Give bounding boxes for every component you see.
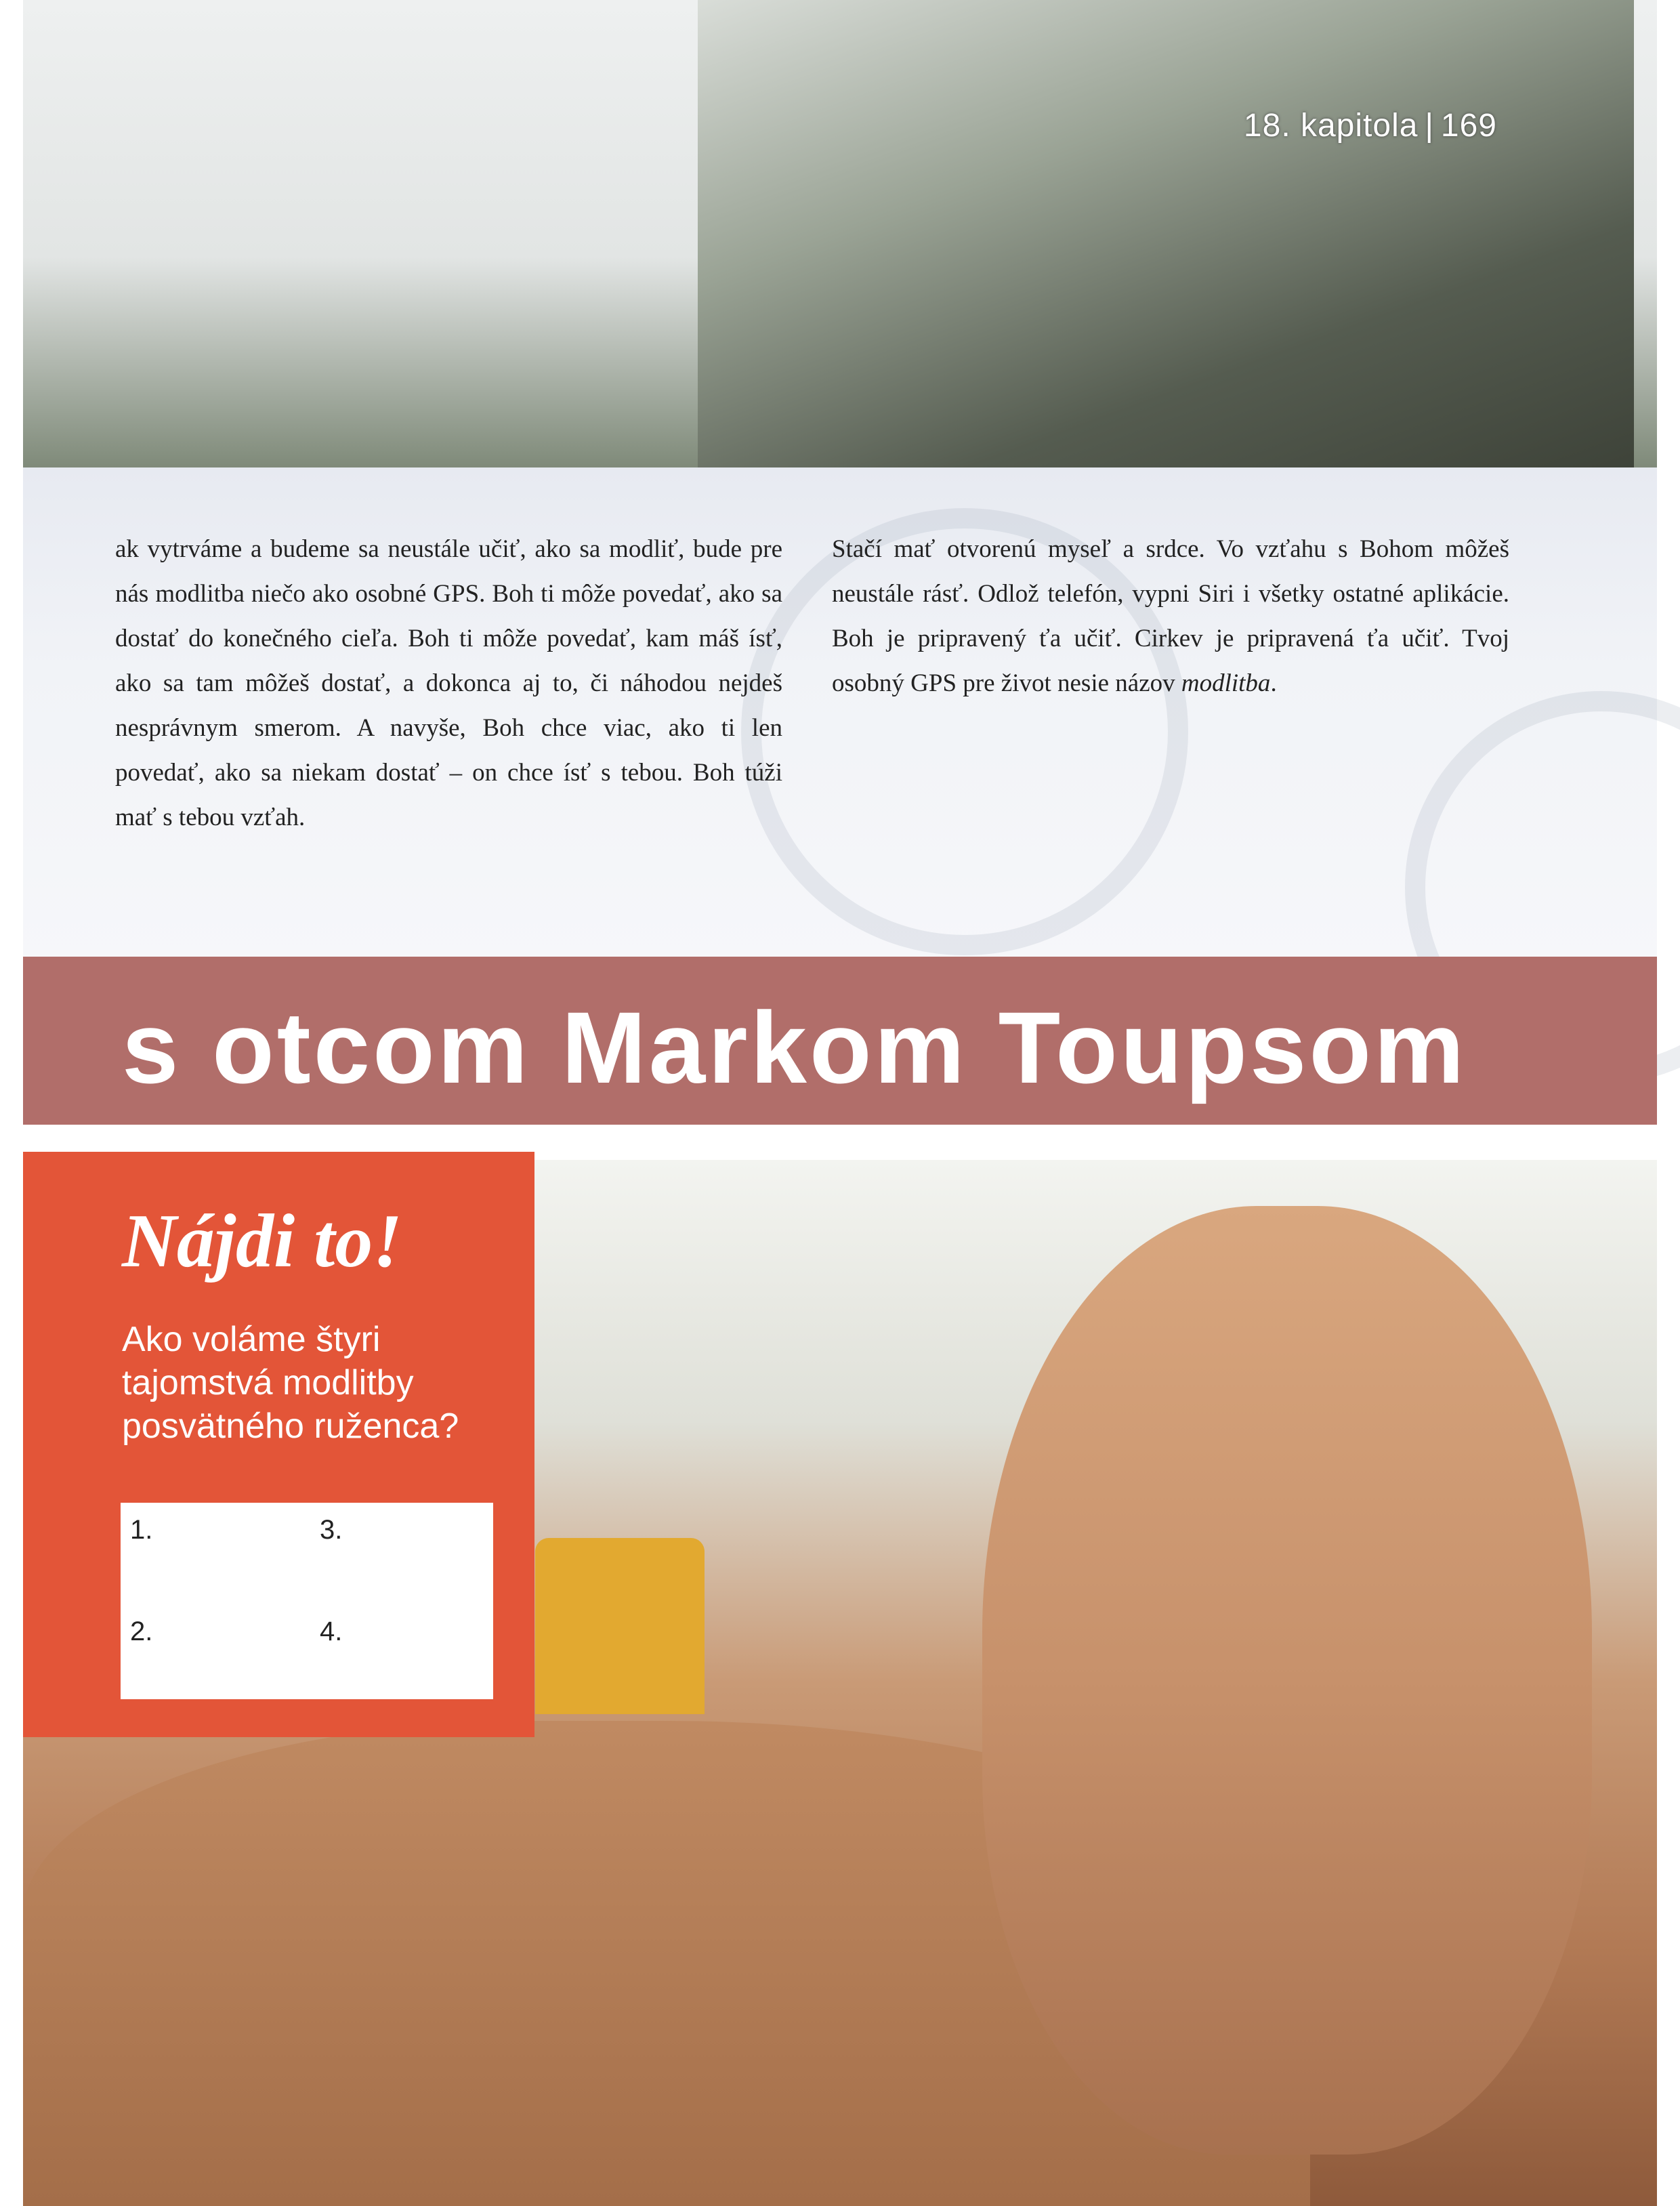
school-bus-graphic bbox=[535, 1538, 705, 1714]
paragraph-end: . bbox=[1270, 669, 1277, 697]
answer-3-label: 3. bbox=[320, 1515, 343, 1545]
paragraph: ak vytrváme a budeme sa neustále učiť, ako sa modliť, bude pre nás modlitba niečo ako osobné GPS. Boh ti môže povedať, ako sa dostať do konečného cieľa. Boh ti môže povedať, kam máš ísť, ako sa tam môžeš dostať, a dokonca aj to, či náhodou nejdeš nesprávnym smerom. A navyše, Boh chce viac, ako ti len povedať, ako sa niekam dostať – on chce ísť s tebou. Boh túži mať s tebou vzťah. bbox=[115, 535, 782, 831]
body-text-left bbox=[115, 527, 782, 840]
horse-head-graphic bbox=[982, 1206, 1592, 2155]
answer-box[interactable] bbox=[121, 1503, 493, 1699]
answer-4-label: 4. bbox=[320, 1617, 343, 1646]
section-title: s otcom Markom Toupsom bbox=[122, 991, 1467, 1104]
body-text-right bbox=[832, 527, 1509, 706]
paragraph-text: Stačí mať otvorenú myseľ a srdce. Vo vzťahu s Bohom môžeš neustále rásť. Odlož telefón, vypni Siri i všetky ostatné aplikácie. Boh je pripravený ťa učiť. Cirkev je pripravená ťa učiť. Tvoj osobný GPS pre život nesie názov bbox=[832, 535, 1509, 697]
page-number: 169 bbox=[1440, 108, 1497, 144]
answer-2-label: 2. bbox=[130, 1617, 153, 1646]
chapter-label: 18. kapitola bbox=[1243, 108, 1419, 144]
running-head bbox=[1244, 107, 1497, 144]
find-it-heading: Nájdi to! bbox=[122, 1199, 402, 1283]
emphasis-text: modlitba bbox=[1181, 669, 1271, 697]
cannon-photo-region bbox=[698, 0, 1634, 467]
find-it-question: Ako voláme štyri tajomstvá modlitby posvätného ruženca? bbox=[122, 1320, 459, 1446]
paragraph bbox=[832, 527, 1509, 706]
header-separator: | bbox=[1425, 108, 1434, 144]
answer-1-label: 1. bbox=[130, 1515, 153, 1545]
